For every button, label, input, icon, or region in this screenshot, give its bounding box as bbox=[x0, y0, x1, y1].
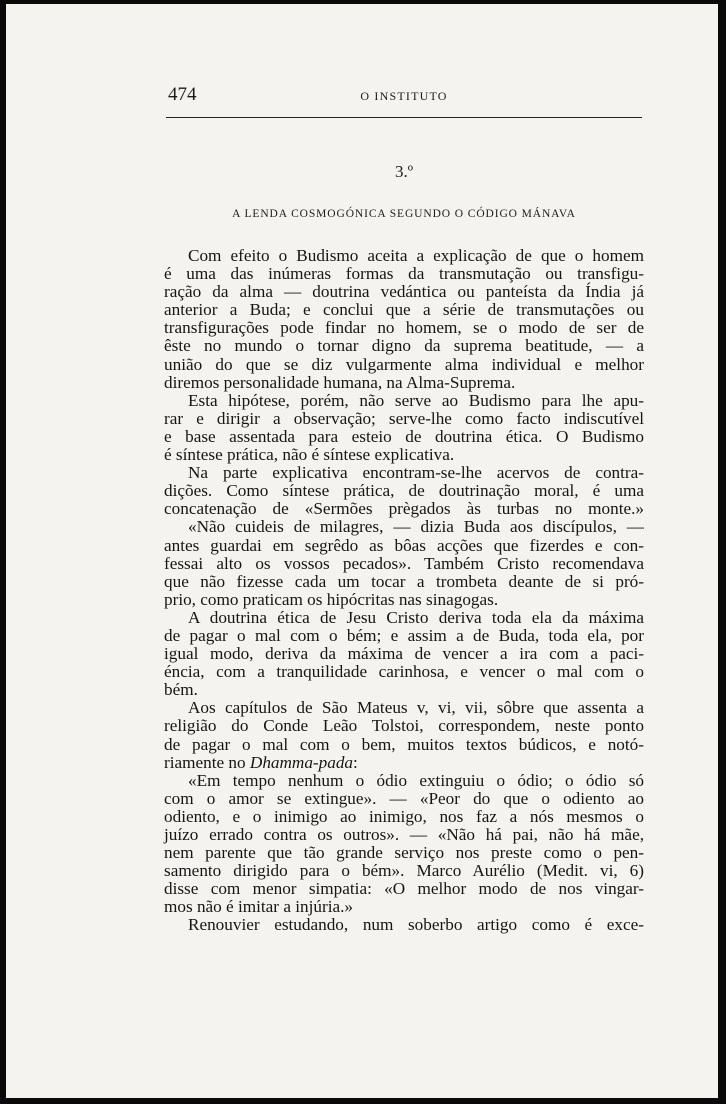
text-line: antes guardai em segrêdo as bôas acções que fizerdes e con- bbox=[164, 535, 644, 555]
header-rule bbox=[166, 117, 642, 118]
text-line: ração da alma — doutrina vedántica ou panteísta da Índia já bbox=[164, 282, 644, 302]
text-line: dições. Como síntese prática, de doutrinação moral, é uma bbox=[164, 481, 644, 501]
text-line: éncia, com a tranquilidade carinhosa, e vencer o mal com o bbox=[164, 662, 644, 682]
text-line: que não fizesse cada um tocar a trombeta deante de si pró- bbox=[164, 571, 644, 591]
text-line: riamente no Dhamma-pada: bbox=[164, 752, 358, 772]
text-line: e base assentada para esteio de doutrina ética. O Budismo bbox=[164, 426, 644, 446]
text-line: odiento, e o inimigo ao inimigo, nos faz a nós mesmos o bbox=[164, 806, 644, 826]
text-line: disse com menor simpatia: «O melhor modo de nos vingar- bbox=[164, 879, 644, 899]
text-line: nem parente que tão grande serviço nos preste como o pen- bbox=[164, 843, 644, 863]
text-line: Com efeito o Budismo aceita a explicação de que o homem bbox=[188, 246, 644, 265]
text-line: êste no mundo o tornar digno da suprema beatitude, — a bbox=[164, 336, 644, 356]
text-line: juízo errado contra os outros». — «Não há pai, não há mãe, bbox=[164, 825, 644, 844]
text-line: prio, como praticam os hipócritas nas sinagogas. bbox=[164, 589, 499, 609]
text-line: bém. bbox=[164, 680, 198, 700]
text-line: diremos personalidade humana, na Alma-Suprema. bbox=[164, 372, 516, 392]
text-line: A doutrina ética de Jesu Cristo deriva toda ela da máxima bbox=[188, 607, 644, 627]
page-header bbox=[166, 84, 642, 110]
text-line: é uma das inúmeras formas da transmutação ou transfigu- bbox=[164, 264, 644, 284]
text-line: «Não cuideis de milagres, — dizia Buda aos discípulos, — bbox=[188, 517, 644, 537]
text-line: «Em tempo nenhum o ódio extinguiu o ódio; o ódio só bbox=[188, 770, 644, 790]
text-line: de pagar o mal com o bém; e assim a de Buda, toda ela, por bbox=[164, 625, 644, 645]
text-line: transfigurações pode findar no homem, se o modo de ser de bbox=[164, 318, 644, 338]
text-line: Renouvier estudando, num soberbo artigo como é exce- bbox=[188, 915, 644, 935]
body-text bbox=[164, 247, 644, 935]
text-line: é síntese prática, não é síntese explicativa. bbox=[164, 445, 455, 465]
scanned-page bbox=[6, 4, 718, 1098]
text-line: mos não é imitar a injúria.» bbox=[164, 897, 354, 917]
text-line: rar e dirigir a observação; serve-lhe como facto indiscutível bbox=[164, 408, 644, 428]
text-line: samento dirigido para o bém». Marco Aurélio (Medit. vi, 6) bbox=[164, 861, 644, 881]
text-line: união do que se diz vulgarmente alma individual e melhor bbox=[164, 354, 644, 374]
text-line: Esta hipótese, porém, não serve ao Budismo para lhe apu- bbox=[188, 390, 644, 410]
text-line: religião do Conde Leão Tolstoi, correspondem, neste ponto bbox=[164, 716, 644, 736]
page-number: 474 bbox=[168, 84, 197, 105]
text-line: com o amor se extingue». — «Peor do que o odiento ao bbox=[164, 788, 644, 808]
section-title: A LENDA COSMOGÓNICA SEGUNDO O CÓDIGO MÁNAVA bbox=[232, 208, 576, 220]
text-line: anterior a Buda; e conclui que a série de transmutações ou bbox=[164, 300, 644, 320]
section-number: 3.º bbox=[394, 162, 414, 181]
running-head: O INSTITUTO bbox=[360, 89, 448, 103]
text-line: de pagar o mal com o bem, muitos textos búdicos, e notó- bbox=[164, 734, 644, 754]
text-line: Na parte explicativa encontram-se-lhe acervos de contra- bbox=[188, 463, 644, 483]
text-line: Aos capítulos de São Mateus v, vi, vii, sôbre que assenta a bbox=[188, 698, 644, 718]
text-line: fessai alto os vossos pecados». Também Cristo recomendava bbox=[164, 553, 644, 573]
text-line: igual modo, deriva da máxima de vencer a ira com a paci- bbox=[164, 644, 644, 664]
text-line: concatenação de «Sermões prègados às turbas no monte.» bbox=[164, 499, 644, 519]
